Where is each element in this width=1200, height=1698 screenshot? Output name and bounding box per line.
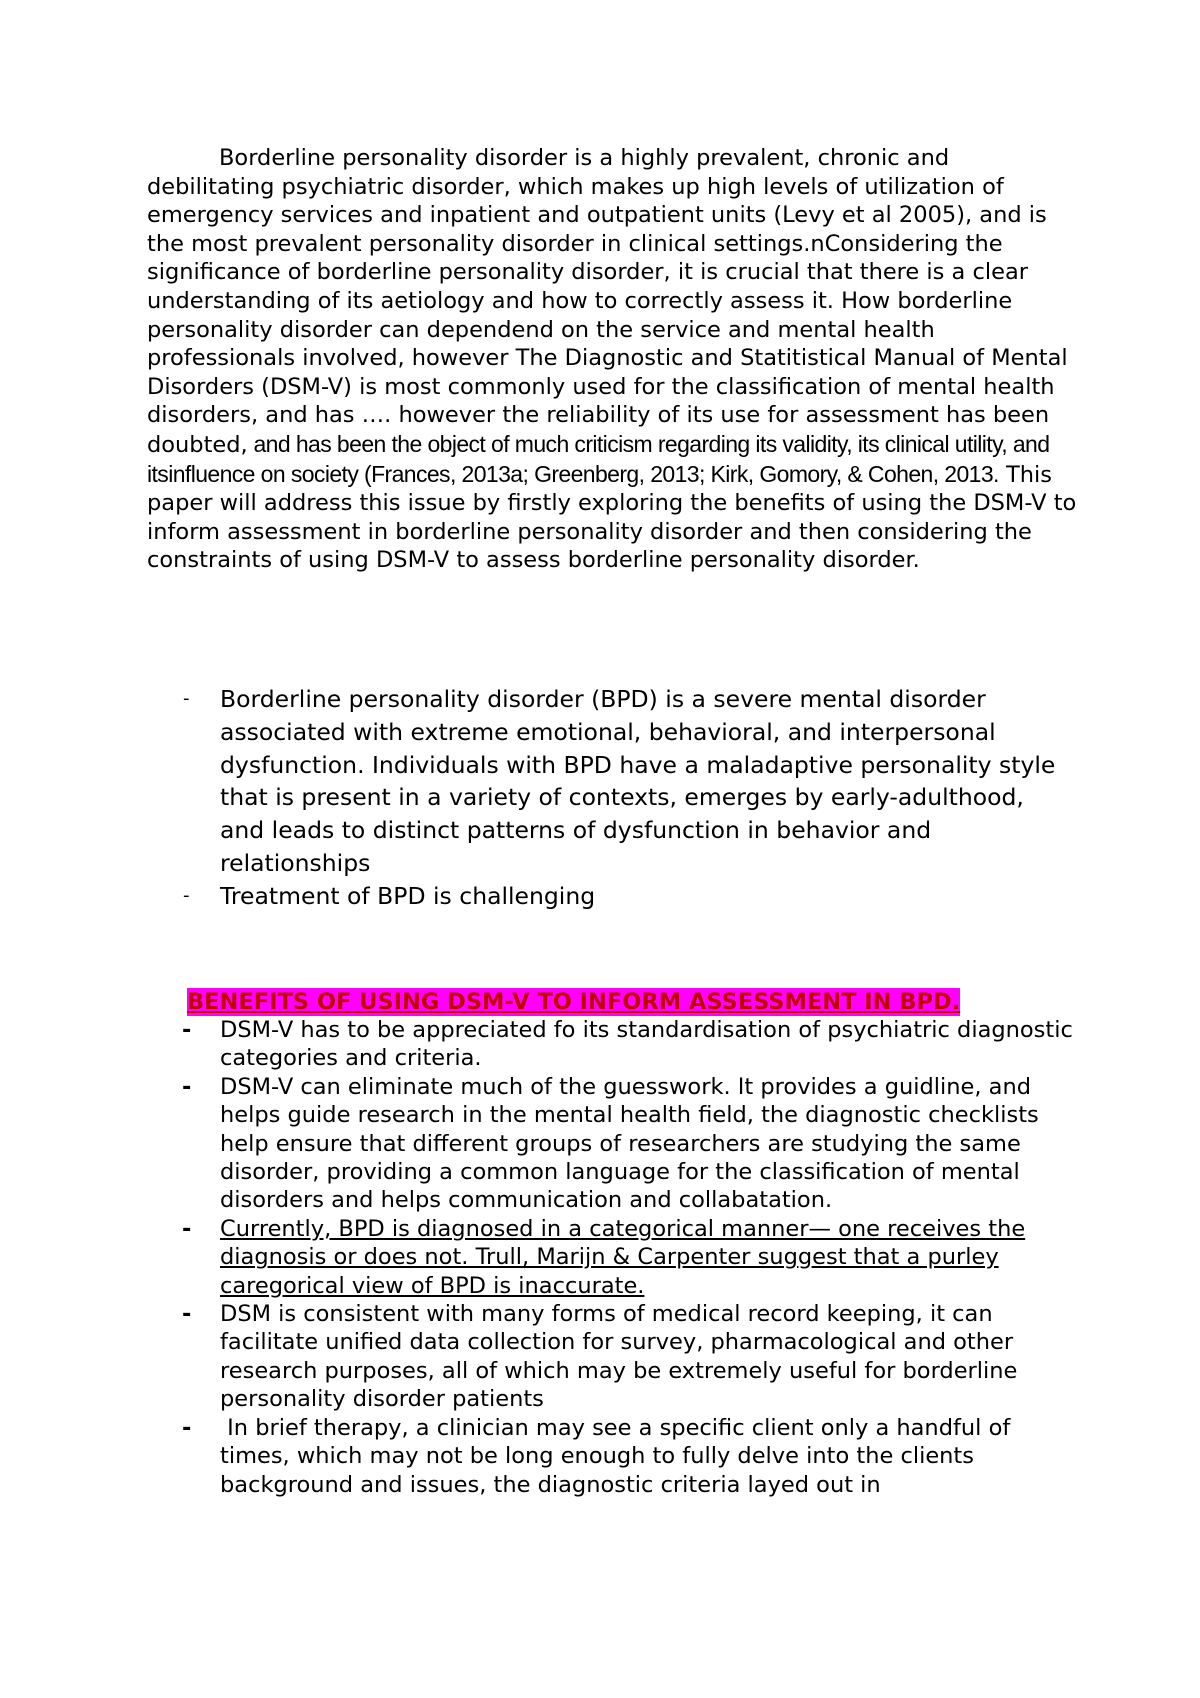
list-item-text-underlined: Currently, BPD is diagnosed in a categorical manner— one receives the diagnosis or does not. Trull, Marijn & Carpenter suggest that a purley caregorical view of BPD is inaccurate. [220, 1215, 1026, 1299]
list-item-text: In brief therapy, a clinician may see a specific client only a handful of times, which may not be long enough to fully delve into the clients background and issues, the diagnostic criteria layed out in [220, 1414, 1018, 1498]
list-item [147, 1016, 1077, 1073]
list-item-text: Borderline personality disorder (BPD) is a severe mental disorder associated with extreme emotional, behavioral, and interpersonal dysfunction. Individuals with BPD have a maladaptive personality style that is present in a variety of contexts, emerges by early-adulthood, and leads to distinct patterns of dysfunction in behavior and relationships [220, 685, 1056, 877]
intro-text-part-2: and has been the object of much criticism regarding its validity, its clinical utility, and itsinfluence on society (Frances, 2013a; Greenberg, 2013; Kirk, Gomory, & Cohen, 2013. [147, 430, 1050, 487]
intro-text-part-3: This paper will address this issue by firstly exploring the benefits of using the DSM-V to inform assessment in borderline personality disorder and then considering the constraints of using DSM-V to assess borderline personality disorder. [147, 461, 1077, 574]
dash-bullet: - [182, 1414, 192, 1441]
list-item [147, 683, 1067, 880]
list-item-text: DSM is consistent with many forms of medical record keeping, it can facilitate unified data collection for survey, pharmacological and other research purposes, all of which may be extremely useful for borderline personality disorder patients [220, 1301, 1018, 1413]
list-item-text: DSM-V has to be appreciated fo its standardisation of psychiatric diagnostic categories and criteria. [220, 1017, 1073, 1072]
benefits-list [147, 1016, 1077, 1499]
intro-paragraph [147, 144, 1077, 575]
intro-text-part-1: Borderline personality disorder is a highly prevalent, chronic and debilitating psychiatric disorder, which makes up high levels of utilization of emergency services and inpatient and outpatient units (Levy et al 2005), and is the most prevalent personality disorder in clinical settings.nConsidering the significance of borderline personality disorder, it is crucial that there is a clear understanding of its aetiology and how to correctly assess it. How borderline personality disorder can dependend on the service and mental health professionals involved, however The Diagnostic and Statitistical Manual of Mental Disorders (DSM-V) is most commonly used for the classification of mental health disorders, and has …. however the reliability of its use for assessment has been doubted, [147, 145, 1068, 458]
dash-bullet: - [182, 1215, 192, 1242]
dash-bullet: - [183, 884, 190, 906]
bpd-overview-list [147, 683, 1067, 913]
dash-bullet: - [182, 1073, 192, 1100]
dash-bullet: - [182, 1017, 192, 1043]
list-item [147, 1300, 1077, 1414]
list-item-text: DSM-V can eliminate much of the guesswork. It provides a guidline, and helps guide research in the mental health field, the diagnostic checklists help ensure that different groups of researchers are studying the same disorder, providing a common language for the classification of mental disorders and helps communication and collabatation. [220, 1073, 1039, 1214]
list-item [147, 1414, 1077, 1499]
benefits-heading: BENEFITS OF USING DSM-V TO INFORM ASSESSMENT IN BPD. [187, 989, 961, 1015]
list-item-text: Treatment of BPD is challenging [220, 881, 596, 910]
list-item [147, 1073, 1077, 1215]
dash-bullet: - [183, 688, 190, 709]
list-item [147, 1215, 1077, 1300]
list-item [147, 880, 1067, 913]
dash-bullet: - [182, 1301, 192, 1328]
